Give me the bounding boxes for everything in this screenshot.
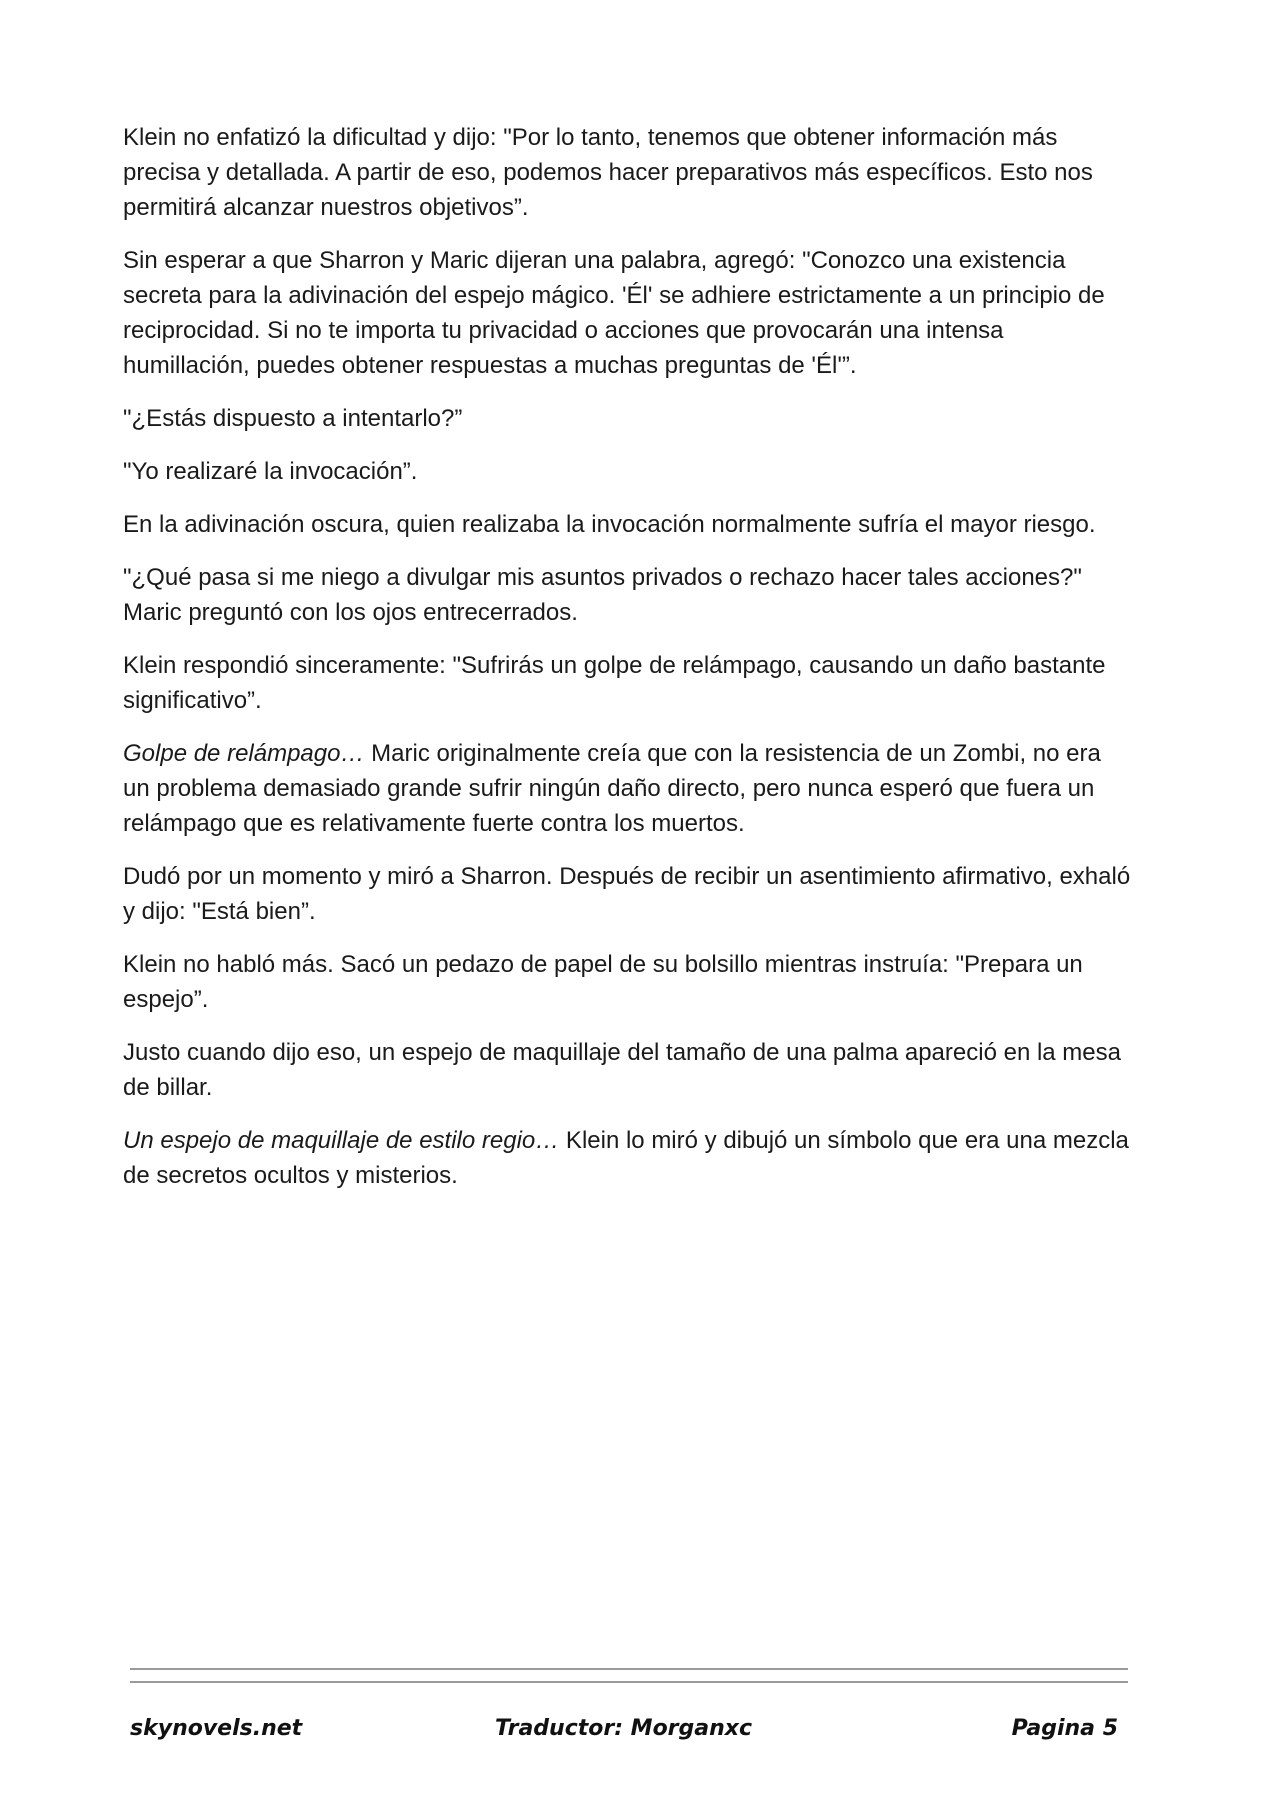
paragraph-7: Klein respondió sinceramente: "Sufrirás un golpe de relámpago, causando un daño bastante significativo”. (123, 652, 1106, 714)
paragraph-1: Klein no enfatizó la dificultad y dijo: "Por lo tanto, tenemos que obtener información más precisa y detallada. A partir de eso, podemos hacer preparativos más específicos. Esto nos permitirá alcanzar nuestros objetivos”. (123, 124, 1093, 221)
footer-site: skynovels.net (130, 1716, 303, 1741)
footer-translator: Traductor: Morganxc (495, 1716, 753, 1741)
paragraph-8-text: Maric originalmente creía que con la resistencia de un Zombi, no era un problema demasiado grande sufrir ningún daño directo, pero nunca esperó que fuera un relámpago que es relativamente fuerte contra los muertos. (123, 740, 1101, 837)
paragraph-9: Dudó por un momento y miró a Sharron. Después de recibir un asentimiento afirmativo, exhaló y dijo: "Está bien”. (123, 863, 1131, 925)
paragraph-8 (123, 736, 1133, 841)
paragraph-12-italic: Un espejo de maquillaje de estilo regio… (123, 1127, 560, 1154)
page-footer (130, 1716, 1128, 1752)
footer-divider-top (130, 1668, 1128, 1670)
paragraph-4: "Yo realizaré la invocación”. (123, 458, 418, 485)
paragraph-12 (123, 1123, 1133, 1193)
page-body (123, 120, 1133, 1211)
paragraph-5: En la adivinación oscura, quien realizaba la invocación normalmente sufría el mayor riesgo. (123, 511, 1096, 538)
paragraph-3: "¿Estás dispuesto a intentarlo?” (123, 405, 463, 432)
paragraph-2: Sin esperar a que Sharron y Maric dijeran una palabra, agregó: "Conozco una existencia secreta para la adivinación del espejo mágico. 'Él' se adhiere estrictamente a un principio de reciprocidad. Si no te importa tu privacidad o acciones que provocarán una intensa humillación, puedes obtener respuestas a muchas preguntas de 'Él'”. (123, 247, 1105, 379)
paragraph-12-text: Klein lo miró y dibujó un símbolo que era una mezcla de secretos ocultos y misterios. (123, 1127, 1129, 1189)
paragraph-10: Klein no habló más. Sacó un pedazo de papel de su bolsillo mientras instruía: "Prepara un espejo”. (123, 951, 1083, 1013)
footer-divider-bottom (130, 1681, 1128, 1683)
footer-page-number: Pagina 5 (1011, 1716, 1118, 1741)
paragraph-6: "¿Qué pasa si me niego a divulgar mis asuntos privados o rechazo hacer tales acciones?" Maric preguntó con los ojos entrecerrados. (123, 564, 1082, 626)
paragraph-11: Justo cuando dijo eso, un espejo de maquillaje del tamaño de una palma apareció en la mesa de billar. (123, 1039, 1121, 1101)
paragraph-8-italic: Golpe de relámpago… (123, 740, 365, 767)
